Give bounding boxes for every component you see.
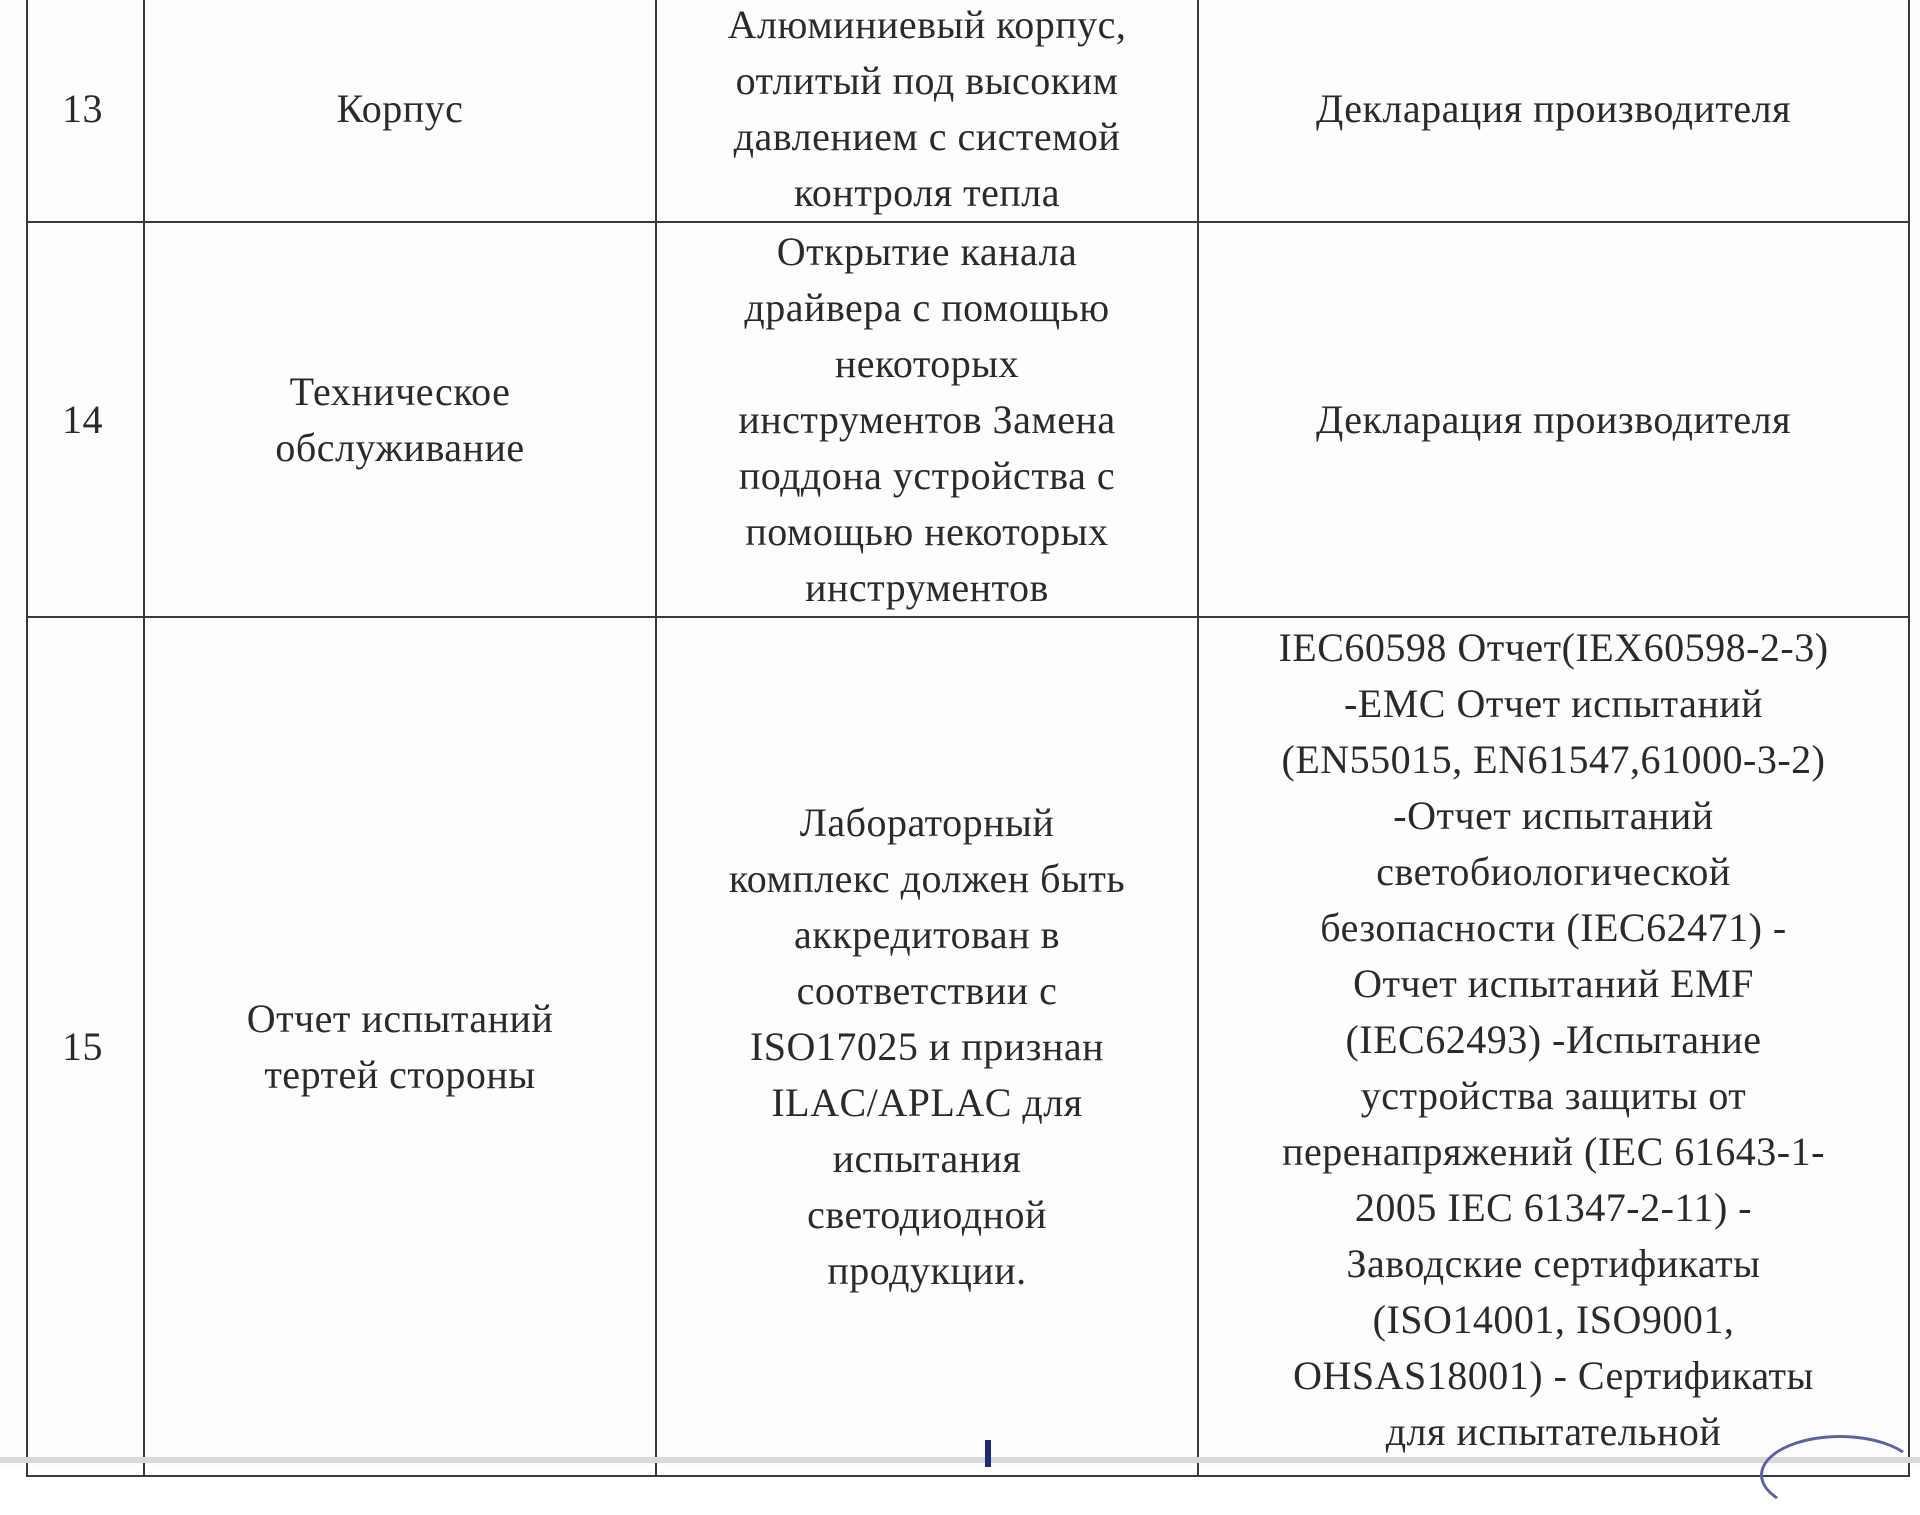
text-line: перенапряжений (IEC 61643-1- xyxy=(1282,1129,1825,1174)
text-line: инструментов Замена xyxy=(738,396,1116,442)
text-line: обслуживание xyxy=(275,424,525,470)
text-line: Заводские сертификаты xyxy=(1346,1241,1761,1286)
text-line: OHSAS18001) - Сертификаты xyxy=(1293,1353,1814,1398)
text-line: ILAC/APLAC для xyxy=(771,1079,1083,1125)
text-line: Декларация производителя xyxy=(1315,396,1792,442)
text-line: (EN55015, EN61547,61000-3-2) xyxy=(1281,737,1826,782)
text-line: Корпус xyxy=(336,85,464,131)
text-line: помощью некоторых xyxy=(745,508,1109,554)
specification-table xyxy=(26,0,1910,1477)
row-number: 14 xyxy=(27,222,144,617)
text-line: Открытие канала xyxy=(776,228,1078,274)
parameter-description xyxy=(656,0,1198,222)
confirmation-document xyxy=(1198,617,1909,1476)
text-line: аккредитован в xyxy=(794,911,1060,957)
text-line: соответствии с xyxy=(796,967,1058,1013)
text-line: продукции. xyxy=(827,1247,1027,1293)
text-line: некоторых xyxy=(834,340,1020,386)
row-number: 13 xyxy=(27,0,144,222)
text-line: устройства защиты от xyxy=(1360,1073,1747,1118)
table-row xyxy=(27,0,1909,222)
text-line: IEC60598 Отчет(IEX60598-2-3) xyxy=(1278,625,1829,670)
text-line: Отчет испытаний xyxy=(246,995,554,1041)
text-line: светобиологической xyxy=(1376,849,1731,894)
stamp-edge xyxy=(1760,1435,1920,1515)
text-line: испытания xyxy=(832,1135,1022,1181)
parameter-description xyxy=(656,617,1198,1476)
text-line: комплекс должен быть xyxy=(728,855,1126,901)
text-line: ISO17025 и признан xyxy=(749,1023,1105,1069)
text-line: для испытательной xyxy=(1385,1409,1722,1454)
text-line: -Отчет испытаний xyxy=(1393,793,1714,838)
page-bottom-rule xyxy=(0,1457,1920,1463)
text-line: (ISO14001, ISO9001, xyxy=(1372,1297,1735,1342)
parameter-name xyxy=(144,617,656,1476)
text-line: Техническое xyxy=(289,368,511,414)
text-line: светодиодной xyxy=(807,1191,1047,1237)
text-line: давлением с системой xyxy=(733,113,1121,159)
text-line: -EMC Отчет испытаний xyxy=(1343,681,1764,726)
text-line: контроля тепла xyxy=(794,169,1060,215)
text-line: безопасности (IEC62471) - xyxy=(1320,905,1787,950)
parameter-name xyxy=(144,0,656,222)
parameter-name xyxy=(144,222,656,617)
table-row xyxy=(27,222,1909,617)
text-line: инструментов xyxy=(805,564,1049,610)
confirmation-document xyxy=(1198,0,1909,222)
text-line: Отчет испытаний EMF xyxy=(1353,961,1754,1006)
table-row xyxy=(27,617,1909,1476)
text-line: поддона устройства с xyxy=(738,452,1116,498)
text-line: тертей стороны xyxy=(264,1051,536,1097)
text-line: (IEC62493) -Испытание xyxy=(1345,1017,1762,1062)
text-line: отлитый под высоким xyxy=(735,57,1119,103)
text-line: Лабораторный xyxy=(799,799,1055,845)
text-line: Декларация производителя xyxy=(1315,85,1792,131)
parameter-description xyxy=(656,222,1198,617)
text-line: Алюминиевый корпус, xyxy=(727,1,1127,47)
confirmation-document xyxy=(1198,222,1909,617)
text-line: драйвера с помощью xyxy=(744,284,1110,330)
signature-mark xyxy=(985,1440,991,1467)
row-number: 15 xyxy=(27,617,144,1476)
text-line: 2005 IEC 61347-2-11) - xyxy=(1354,1185,1753,1230)
